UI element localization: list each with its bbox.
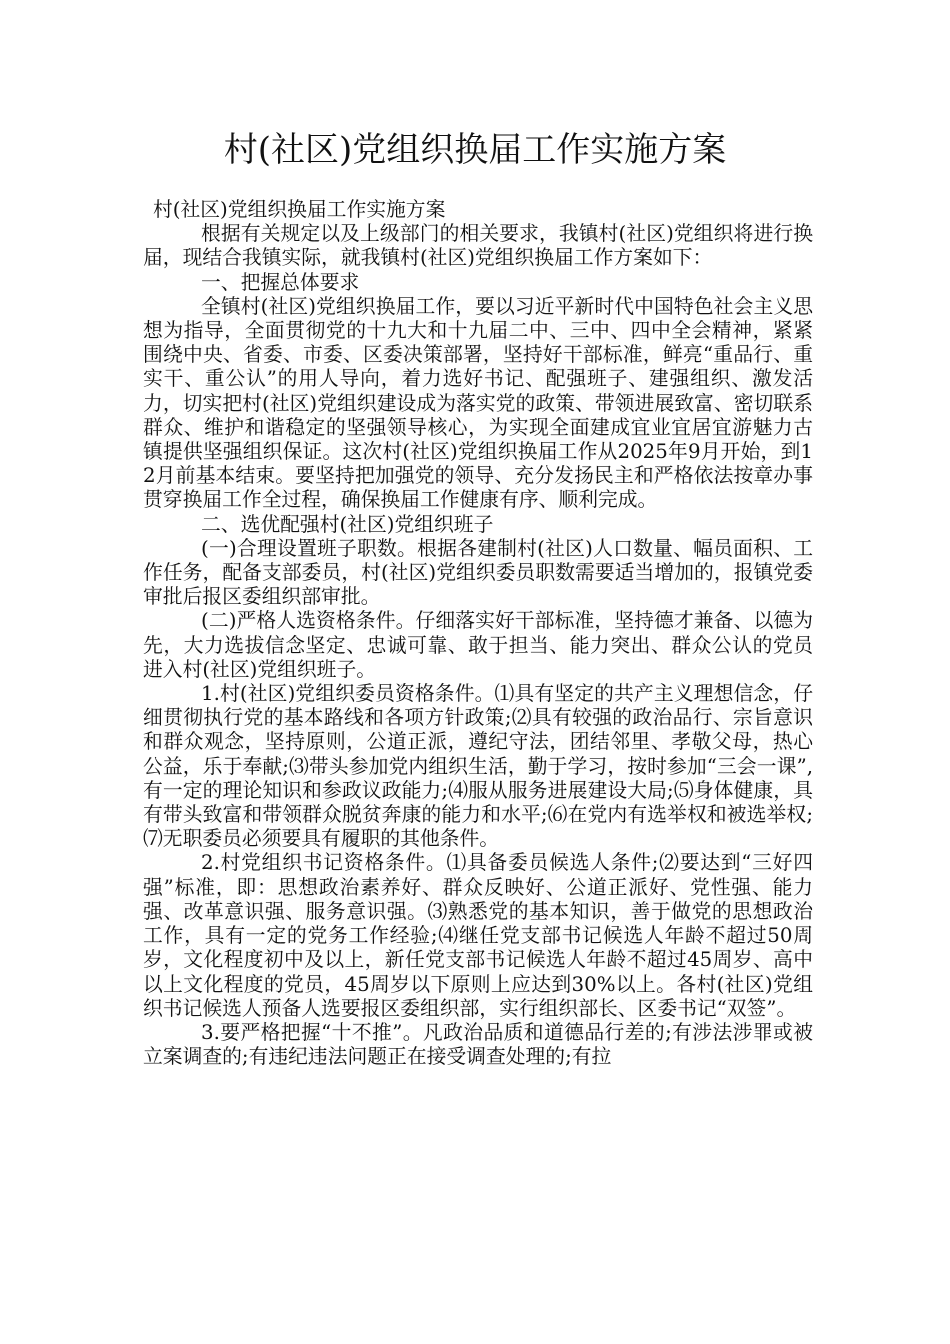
body-paragraph-ten-rules: 3.要严格把握“十不推”。凡政治品质和道德品行差的;有涉法涉罪或被立案调查的;有违纪违法问题正在接受调查处理的;有拉 <box>143 1020 813 1069</box>
body-paragraph-secretary-conditions: 2.村党组织书记资格条件。⑴具备委员候选人条件;⑵要达到“三好四强”标准，即：思想政治素养好、群众反映好、公道正派好、党性强、能力强、改革意识强、服务意识强。⑶熟悉党的基本知识，善于做党的思想政治工作，具有一定的党务工作经验;⑷继任党支部书记候选人年龄不超过50周岁，文化程度初中及以上，新任党支部书记候选人年龄不超过45周岁、高中以上文化程度的党员，45周岁以下原则上应达到30%以上。各村(社区)党组织书记候选人预备人选要报区委组织部，实行组织部长、区委书记“双签”。 <box>143 851 813 1020</box>
body-paragraph-requirements: 全镇村(社区)党组织换届工作，要以习近平新时代中国特色社会主义思想为指导，全面贯彻党的十九大和十九届二中、三中、四中全会精神，紧紧围绕中央、省委、市委、区委决策部署，坚持好干部标准，鲜亮“重品行、重实干、重公认”的用人导向，着力选好书记、配强班子、建强组织、激发活力，切实把村(社区)党组织建设成为落实党的政策、带领进展致富、密切联系群众、维护和谐稳定的坚强领导核心，为实现全面建成宜业宜居宜游魅力古镇提供坚强组织保证。这次村(社区)党组织换届工作从2025年9月开始，到12月前基本结束。要坚持把加强党的领导、充分发扬民主和严格依法按章办事贯穿换届工作全过程，确保换届工作健康有序、顺利完成。 <box>143 294 813 512</box>
body-paragraph-heading: 村(社区)党组织换届工作实施方案 <box>153 198 446 221</box>
body-paragraph-intro: 根据有关规定以及上级部门的相关要求，我镇村(社区)党组织将进行换届，现结合我镇实际，就我镇村(社区)党组织换届工作方案如下： <box>143 222 813 270</box>
document-body <box>143 198 813 1069</box>
section-heading-1: 一、把握总体要求 <box>201 270 360 294</box>
body-paragraph-positions: (一)合理设置班子职数。根据各建制村(社区)人口数量、幅员面积、工作任务，配备支部委员，村(社区)党组织委员职数需要适当增加的，报镇党委审批后报区委组织部审批。 <box>143 536 813 609</box>
document-title: 村(社区)党组织换届工作实施方案 <box>223 130 727 170</box>
body-paragraph-member-conditions: 1.村(社区)党组织委员资格条件。⑴具有坚定的共产主义理想信念，仔细贯彻执行党的基本路线和各项方针政策;⑵具有较强的政治品行、宗旨意识和群众观念，坚持原则，公道正派，遵纪守法，团结邻里、孝敬父母，热心公益，乐于奉献;⑶带头参加党内组织生活，勤于学习，按时参加“三会一课”,有一定的理论知识和参政议政能力;⑷服从服务进展建设大局;⑸身体健康，具有带头致富和带领群众脱贫奔康的能力和水平;⑹在党内有选举权和被选举权;⑺无职委员必须要具有履职的其他条件。 <box>143 682 813 851</box>
section-heading-2: 二、选优配强村(社区)党组织班子 <box>201 512 494 536</box>
body-paragraph-qualifications: (二)严格人选资格条件。仔细落实好干部标准，坚持德才兼备、以德为先，大力选拔信念坚定、忠诚可靠、敢于担当、能力突出、群众公认的党员进入村(社区)党组织班子。 <box>143 609 813 681</box>
